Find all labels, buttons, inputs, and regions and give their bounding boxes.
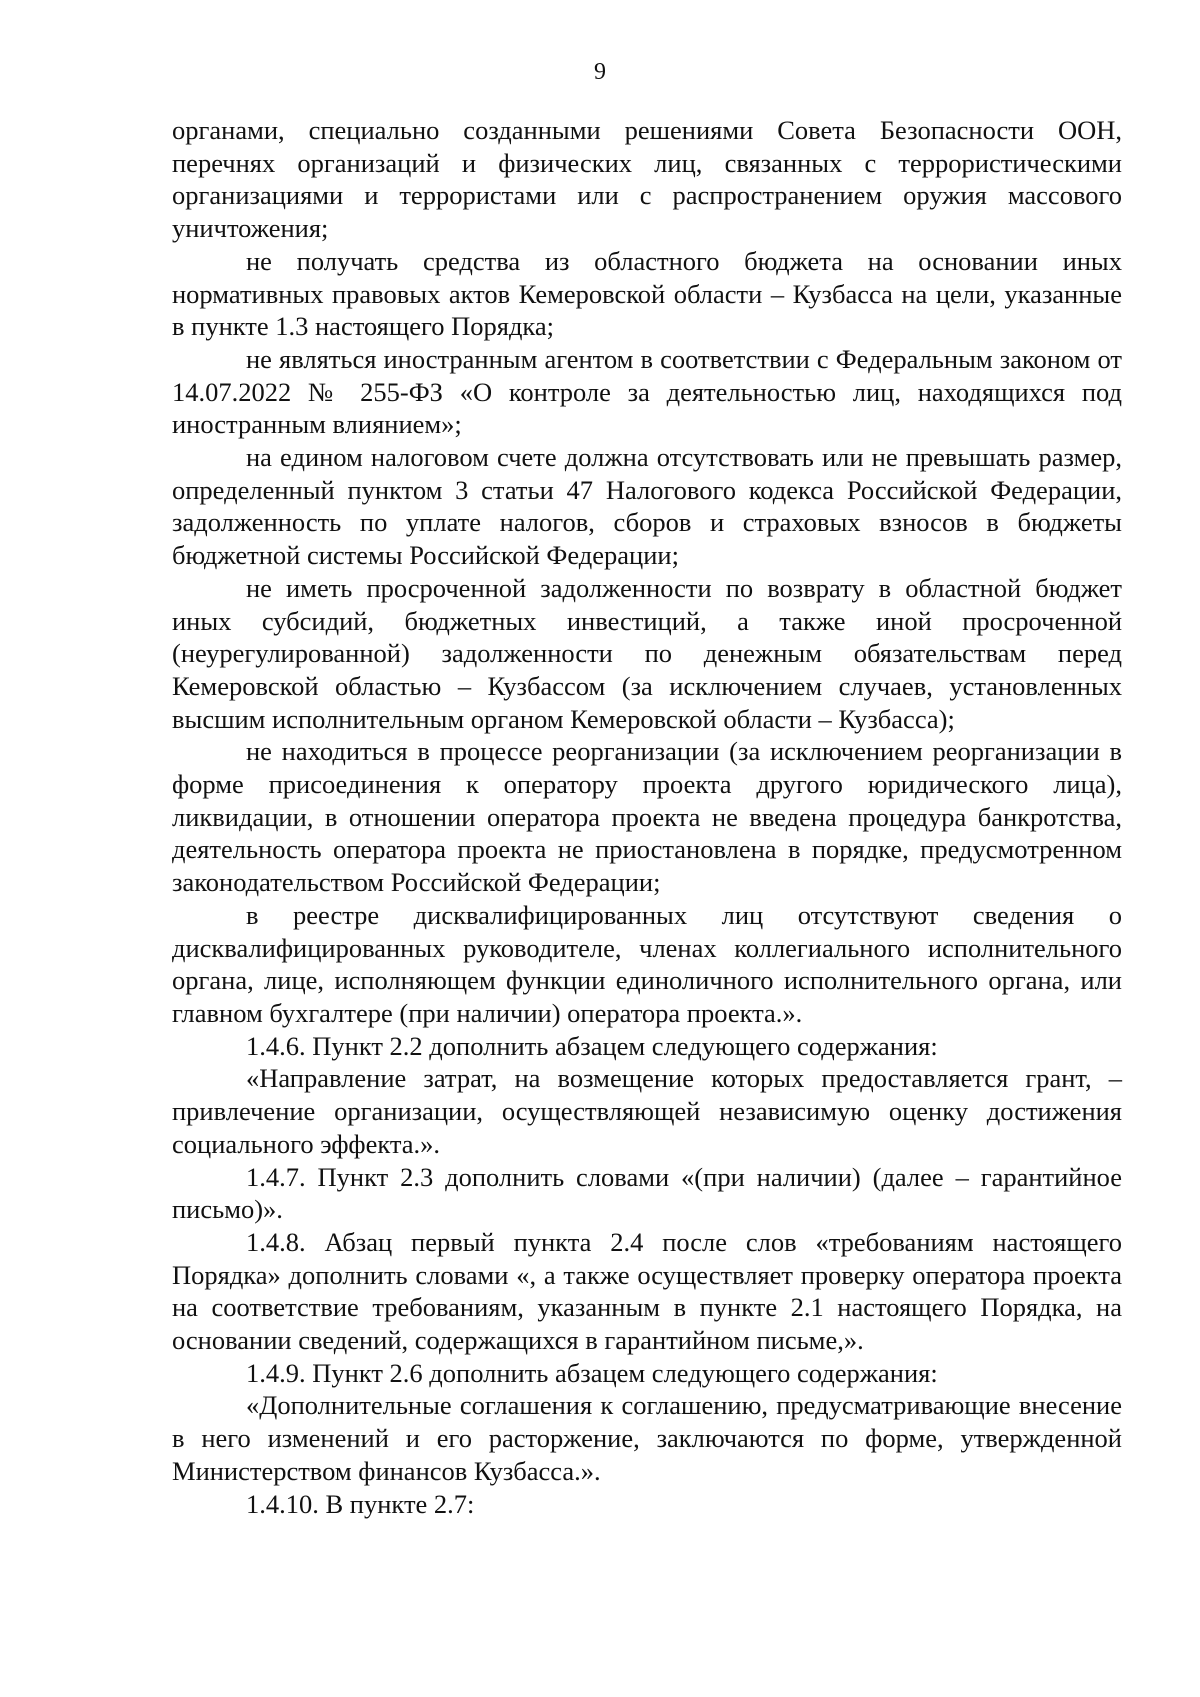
paragraph-disqualified-registry: в реестре дисквалифицированных лиц отсутствуют сведения о дисквалифицированных руководителе, членах коллегиального исполнительного органа, лице, исполняющем функции единоличного исполнительного органа, или главном бухгалтере (при наличии) оператора проекта.». — [172, 899, 1122, 1028]
paragraph-1-4-9: 1.4.9. Пункт 2.6 дополнить абзацем следующего содержания: — [246, 1357, 938, 1388]
paragraph-additional-agreements: «Дополнительные соглашения к соглашению, предусматривающие внесение в него изменений и его расторжение, заключаются по форме, утвержденной Министерством финансов Кузбасса.». — [172, 1390, 1122, 1486]
paragraph-tax-account: на едином налоговом счете должна отсутствовать или не превышать размер, определенный пунктом 3 статьи 47 Налогового кодекса Российской Федерации, задолженность по уплате налогов, сборов и страховых взносов в бюджеты бюджетной системы Российской Федерации; — [172, 442, 1122, 571]
paragraph-foreign-agent: не являться иностранным агентом в соответствии с Федеральным законом от 14.07.2022 № 255-ФЗ «О контроле за деятельностью лиц, находящихся под иностранным влиянием»; — [172, 343, 1122, 440]
paragraph-budget-funds: не получать средства из областного бюджета на основании иных нормативных правовых актов Кемеровской области – Кузбасса на цели, указанные в пункте 1.3 настоящего Порядка; — [172, 245, 1122, 342]
paragraph-1-4-7: 1.4.7. Пункт 2.3 дополнить словами «(при наличии) (далее – гарантийное письмо)». — [172, 1161, 1122, 1225]
paragraph-continuation: органами, специально созданными решениями Совета Безопасности ООН, перечнях организаций и физических лиц, связанных с террористическими организациями и террористами или с распространением оружия массового уничтожения; — [172, 115, 1122, 244]
paragraph-1-4-10: 1.4.10. В пункте 2.7: — [246, 1488, 475, 1519]
document-body — [172, 114, 1122, 1520]
paragraph-1-4-6: 1.4.6. Пункт 2.2 дополнить абзацем следующего содержания: — [246, 1030, 938, 1061]
paragraph-cost-direction: «Направление затрат, на возмещение которых предоставляется грант, – привлечение организации, осуществляющей независимую оценку достижения социального эффекта.». — [172, 1063, 1122, 1159]
page-number: 9 — [594, 59, 606, 85]
paragraph-overdue-debt: не иметь просроченной задолженности по возврату в областной бюджет иных субсидий, бюджетных инвестиций, а также иной просроченной (неурегулированной) задолженности по денежным обязательствам перед Кемеровской областью – Кузбассом (за исключением случаев, установленных высшим исполнительным органом Кемеровской области – Кузбасса); — [172, 572, 1122, 734]
paragraph-reorganization: не находиться в процессе реорганизации (за исключением реорганизации в форме присоединения к оператору проекта другого юридического лица), ликвидации, в отношении оператора проекта не введена процедура банкротства, деятельность оператора проекта не приостановлена в порядке, предусмотренном законодательством Российской Федерации; — [172, 736, 1122, 898]
paragraph-1-4-8: 1.4.8. Абзац первый пункта 2.4 после слов «требованиям настоящего Порядка» дополнить словами «, а также осуществляет проверку оператора проекта на соответствие требованиям, указанным в пункте 2.1 настоящего Порядка, на основании сведений, содержащихся в гарантийном письме,». — [172, 1226, 1122, 1356]
